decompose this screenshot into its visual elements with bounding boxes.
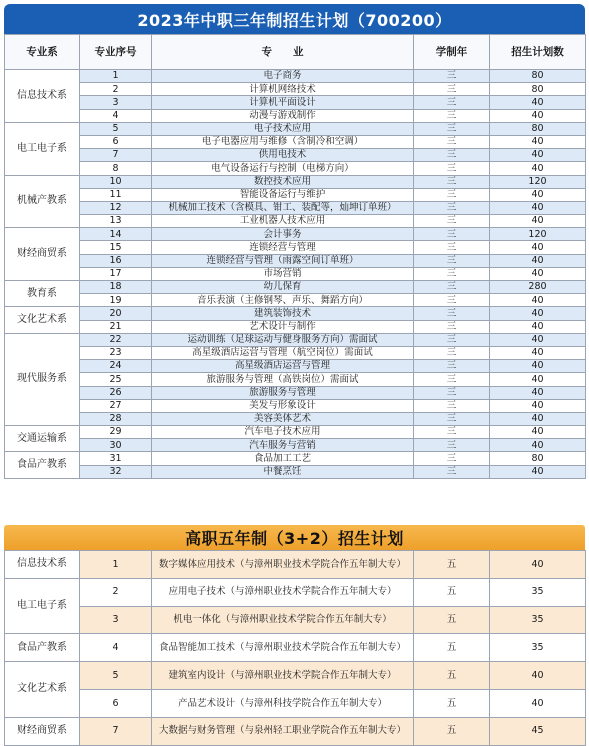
count-cell: 40 [490,109,586,122]
major-cell: 产品艺术设计（与漳州科技学院合作五年制大专） [152,689,414,717]
table-row [5,307,586,320]
number-cell: 6 [80,135,152,148]
major-cell: 旅游服务与管理（高铁岗位）需面试 [152,373,414,386]
table-row [5,188,586,201]
years-cell: 三 [414,439,490,452]
dept-cell: 电工电子系 [5,122,80,175]
count-cell: 40 [490,320,586,333]
count-cell: 120 [490,228,586,241]
dept-cell: 食品产教系 [5,452,80,478]
count-cell: 45 [490,717,586,745]
count-cell: 40 [490,333,586,346]
number-cell: 14 [80,228,152,241]
number-cell: 29 [80,426,152,439]
years-cell: 五 [414,606,490,634]
table-row [5,412,586,425]
count-cell: 40 [490,215,586,228]
table-header-row [5,35,586,70]
dept-cell: 教育系 [5,281,80,307]
major-cell: 应用电子技术（与漳州职业技术学院合作五年制大专） [152,578,414,606]
number-cell: 23 [80,346,152,359]
number-cell: 7 [80,717,152,745]
table-row [5,346,586,359]
major-cell: 美发与形象设计 [152,399,414,412]
major-cell: 会计事务 [152,228,414,241]
table-row [5,373,586,386]
count-cell: 40 [490,188,586,201]
table-row [5,267,586,280]
number-cell: 13 [80,215,152,228]
count-cell: 120 [490,175,586,188]
major-cell: 音乐表演（主修钢琴、声乐、舞蹈方向） [152,294,414,307]
number-cell: 32 [80,465,152,478]
number-cell: 26 [80,386,152,399]
number-cell: 2 [80,83,152,96]
table-row [5,228,586,241]
major-cell: 连锁经营与管理（雨露空间订单班） [152,254,414,267]
header-number: 专业序号 [80,35,152,70]
years-cell: 三 [414,149,490,162]
count-cell: 40 [490,201,586,214]
years-cell: 三 [414,320,490,333]
count-cell: 40 [490,412,586,425]
count-cell: 40 [490,662,586,690]
table-row [5,70,586,83]
count-cell: 40 [490,426,586,439]
dept-cell: 财经商贸系 [5,717,80,745]
years-cell: 三 [414,399,490,412]
table-row [5,122,586,135]
table-row [5,465,586,478]
five-year-plan-section [4,525,585,746]
major-cell: 智能设备运行与维护 [152,188,414,201]
table-row [5,175,586,188]
years-cell: 三 [414,254,490,267]
count-cell: 40 [490,267,586,280]
major-cell: 汽车电子技术应用 [152,426,414,439]
number-cell: 2 [80,578,152,606]
major-cell: 高星级酒店运营与管理 [152,360,414,373]
years-cell: 三 [414,96,490,109]
dept-cell: 现代服务系 [5,333,80,425]
major-cell: 计算机平面设计 [152,96,414,109]
years-cell: 三 [414,215,490,228]
table-row [5,162,586,175]
header-count: 招生计划数 [490,35,586,70]
dept-cell: 文化艺术系 [5,307,80,333]
table-row [5,254,586,267]
count-cell: 35 [490,634,586,662]
five-year-plan-table [4,550,586,746]
number-cell: 24 [80,360,152,373]
number-cell: 15 [80,241,152,254]
count-cell: 40 [490,307,586,320]
years-cell: 三 [414,373,490,386]
table-row [5,360,586,373]
three-year-plan-table [4,34,586,479]
number-cell: 19 [80,294,152,307]
years-cell: 三 [414,426,490,439]
count-cell: 40 [490,96,586,109]
table-row [5,149,586,162]
table-row [5,662,586,690]
number-cell: 4 [80,109,152,122]
years-cell: 三 [414,83,490,96]
number-cell: 30 [80,439,152,452]
header-major: 专 业 [152,35,414,70]
years-cell: 三 [414,333,490,346]
major-cell: 食品加工工艺 [152,452,414,465]
major-cell: 建筑装饰技术 [152,307,414,320]
five-year-plan-title: 高职五年制（3+2）招生计划 [4,525,585,550]
dept-cell: 文化艺术系 [5,662,80,718]
dept-cell: 信息技术系 [5,551,80,579]
count-cell: 280 [490,281,586,294]
count-cell: 80 [490,122,586,135]
table-row [5,399,586,412]
years-cell: 三 [414,412,490,425]
count-cell: 40 [490,346,586,359]
count-cell: 40 [490,465,586,478]
years-cell: 三 [414,70,490,83]
major-cell: 幼儿保育 [152,281,414,294]
table-row [5,201,586,214]
table-row [5,578,586,606]
table-row [5,135,586,148]
count-cell: 40 [490,241,586,254]
number-cell: 21 [80,320,152,333]
dept-cell: 电工电子系 [5,578,80,634]
count-cell: 40 [490,551,586,579]
years-cell: 五 [414,717,490,745]
dept-cell: 财经商贸系 [5,228,80,281]
years-cell: 三 [414,386,490,399]
dept-cell: 机械产教系 [5,175,80,228]
three-year-plan-section [4,4,585,479]
table-row [5,96,586,109]
number-cell: 10 [80,175,152,188]
table-row [5,551,586,579]
major-cell: 机械加工技术（含模具、钳工、装配等，灿坤订单班） [152,201,414,214]
years-cell: 三 [414,175,490,188]
years-cell: 三 [414,201,490,214]
years-cell: 三 [414,307,490,320]
number-cell: 5 [80,662,152,690]
number-cell: 3 [80,606,152,634]
count-cell: 40 [490,149,586,162]
count-cell: 40 [490,689,586,717]
header-dept: 专业系 [5,35,80,70]
major-cell: 运动训练（足球运动与健身服务方向）需面试 [152,333,414,346]
count-cell: 80 [490,452,586,465]
years-cell: 三 [414,360,490,373]
number-cell: 8 [80,162,152,175]
major-cell: 数字媒体应用技术（与漳州职业技术学院合作五年制大专） [152,551,414,579]
years-cell: 三 [414,135,490,148]
years-cell: 五 [414,689,490,717]
number-cell: 22 [80,333,152,346]
years-cell: 三 [414,109,490,122]
count-cell: 40 [490,254,586,267]
table-row [5,241,586,254]
count-cell: 40 [490,135,586,148]
table-row [5,281,586,294]
years-cell: 三 [414,267,490,280]
years-cell: 三 [414,122,490,135]
dept-cell: 信息技术系 [5,70,80,123]
table-row [5,215,586,228]
years-cell: 三 [414,294,490,307]
major-cell: 市场营销 [152,267,414,280]
table-row [5,452,586,465]
number-cell: 4 [80,634,152,662]
count-cell: 40 [490,399,586,412]
major-cell: 建筑室内设计（与漳州职业技术学院合作五年制大专） [152,662,414,690]
years-cell: 五 [414,578,490,606]
number-cell: 12 [80,201,152,214]
number-cell: 20 [80,307,152,320]
major-cell: 高星级酒店运营与管理（航空岗位）需面试 [152,346,414,359]
number-cell: 25 [80,373,152,386]
major-cell: 食品智能加工技术（与漳州职业技术学院合作五年制大专） [152,634,414,662]
major-cell: 工业机器人技术应用 [152,215,414,228]
table-row [5,426,586,439]
years-cell: 五 [414,634,490,662]
count-cell: 80 [490,83,586,96]
major-cell: 机电一体化（与漳州职业技术学院合作五年制大专） [152,606,414,634]
number-cell: 6 [80,689,152,717]
years-cell: 三 [414,465,490,478]
major-cell: 旅游服务与管理 [152,386,414,399]
number-cell: 5 [80,122,152,135]
count-cell: 40 [490,162,586,175]
years-cell: 三 [414,281,490,294]
years-cell: 三 [414,452,490,465]
count-cell: 35 [490,578,586,606]
table-row [5,386,586,399]
count-cell: 40 [490,439,586,452]
major-cell: 动漫与游戏制作 [152,109,414,122]
count-cell: 40 [490,373,586,386]
table-row [5,634,586,662]
major-cell: 汽车服务与营销 [152,439,414,452]
count-cell: 40 [490,360,586,373]
major-cell: 艺术设计与制作 [152,320,414,333]
dept-cell: 交通运输系 [5,426,80,452]
years-cell: 三 [414,346,490,359]
count-cell: 40 [490,294,586,307]
number-cell: 18 [80,281,152,294]
table-row [5,333,586,346]
three-year-plan-title: 2023年中职三年制招生计划（700200） [4,4,585,34]
major-cell: 大数据与财务管理（与泉州轻工职业学院合作五年制大专） [152,717,414,745]
number-cell: 3 [80,96,152,109]
header-years: 学制年 [414,35,490,70]
years-cell: 三 [414,228,490,241]
table-row [5,294,586,307]
count-cell: 80 [490,70,586,83]
number-cell: 27 [80,399,152,412]
major-cell: 供用电技术 [152,149,414,162]
count-cell: 40 [490,386,586,399]
major-cell: 电子商务 [152,70,414,83]
count-cell: 35 [490,606,586,634]
number-cell: 17 [80,267,152,280]
number-cell: 28 [80,412,152,425]
major-cell: 数控技术应用 [152,175,414,188]
table-row [5,689,586,717]
years-cell: 三 [414,241,490,254]
years-cell: 三 [414,162,490,175]
major-cell: 计算机网络技术 [152,83,414,96]
table-row [5,717,586,745]
number-cell: 7 [80,149,152,162]
number-cell: 16 [80,254,152,267]
table-row [5,606,586,634]
major-cell: 电气设备运行与控制（电梯方向） [152,162,414,175]
major-cell: 电子电器应用与维修（含制冷和空调） [152,135,414,148]
number-cell: 11 [80,188,152,201]
number-cell: 1 [80,551,152,579]
major-cell: 美容美体艺术 [152,412,414,425]
table-row [5,109,586,122]
major-cell: 连锁经营与管理 [152,241,414,254]
table-row [5,83,586,96]
major-cell: 电子技术应用 [152,122,414,135]
dept-cell: 食品产教系 [5,634,80,662]
years-cell: 三 [414,188,490,201]
years-cell: 五 [414,662,490,690]
years-cell: 五 [414,551,490,579]
table-row [5,320,586,333]
number-cell: 31 [80,452,152,465]
table-row [5,439,586,452]
number-cell: 1 [80,70,152,83]
major-cell: 中餐烹饪 [152,465,414,478]
